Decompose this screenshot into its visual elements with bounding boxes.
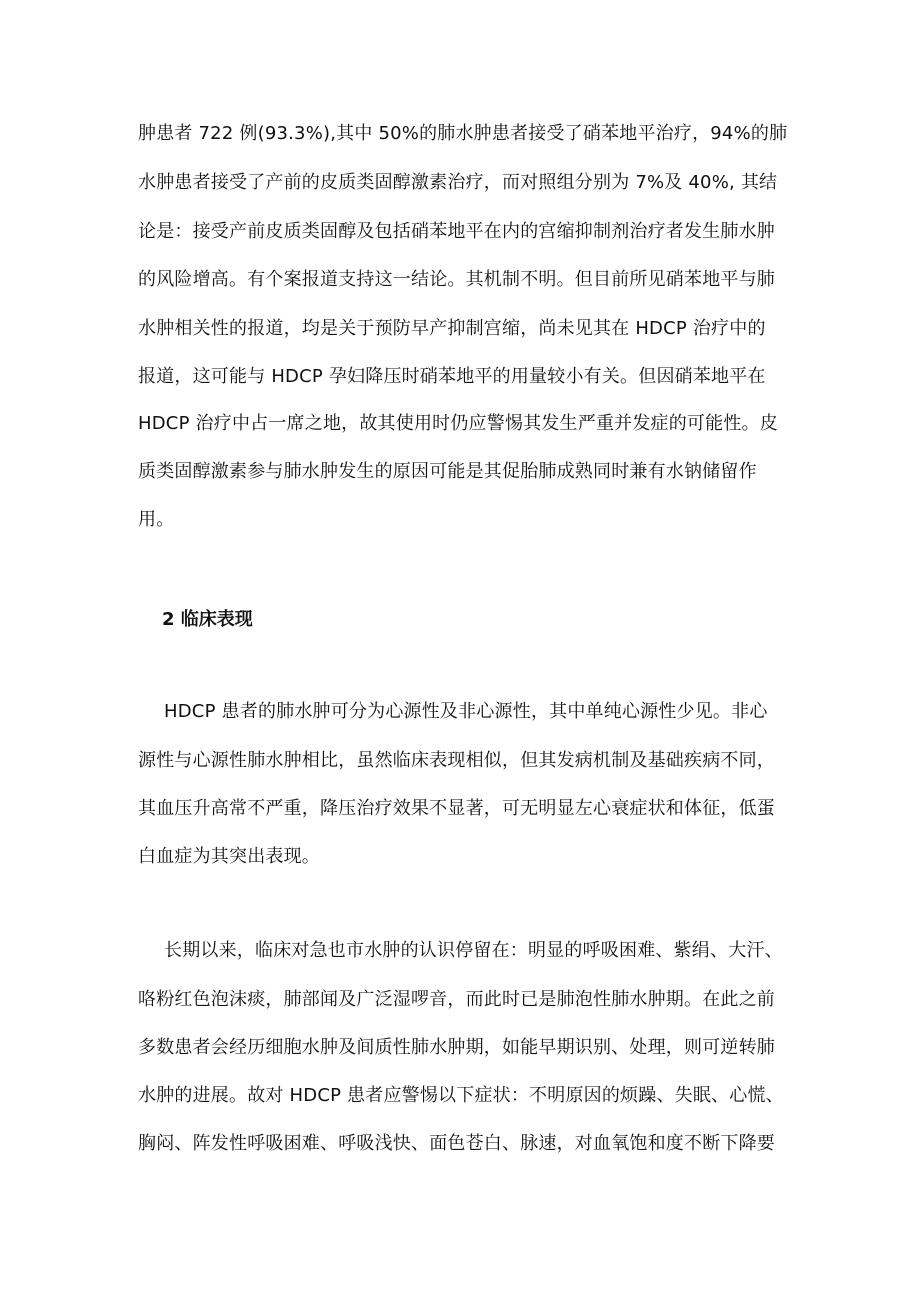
text-line: 源性与心源性肺水肿相比，虽然临床表现相似，但其发病机制及基础疾病不同， — [138, 750, 775, 771]
text-line: 水肿患者接受了产前的皮质类固醇激素治疗，而对照组分别为 7%及 40%, 其结 — [138, 172, 778, 193]
section-heading: 2 临床表现 — [162, 609, 253, 630]
text-line: 白血症为其突出表现。 — [138, 846, 320, 867]
text-line: 其血压升高常不严重，降压治疗效果不显著，可无明显左心衰症状和体征，低蛋 — [138, 798, 775, 819]
text-line: 水肿相关性的报道，均是关于预防早产抑制宫缩，尚未见其在 HDCP 治疗中的 — [138, 318, 766, 339]
text-line: 胸闷、阵发性呼吸困难、呼吸浅快、面色苍白、脉速，对血氧饱和度不断下降要 — [138, 1133, 775, 1154]
text-line: 多数患者会经历细胞水肿及间质性肺水肿期，如能早期识别、处理，则可逆转肺 — [138, 1037, 775, 1058]
text-line: 的风险增高。有个案报道支持这一结论。其机制不明。但目前所见硝苯地平与肺 — [138, 269, 775, 290]
text-line: 论是：接受产前皮质类固醇及包括硝苯地平在内的宫缩抑制剂治疗者发生肺水肿 — [138, 221, 775, 242]
text-line: 报道，这可能与 HDCP 孕妇降压时硝苯地平的用量较小有关。但因硝苯地平在 — [138, 366, 766, 387]
text-line: 长期以来，临床对急也市水肿的认识停留在：明显的呼吸困难、紫绢、大汗、 — [164, 940, 783, 961]
text-line: 水肿的进展。故对 HDCP 患者应警惕以下症状：不明原因的烦躁、失眠、心慌、 — [138, 1085, 784, 1106]
text-line: 肿患者 722 例(93.3%),其中 50%的肺水肿患者接受了硝苯地平治疗，94%的肺 — [138, 123, 788, 144]
text-line: 质类固醇激素参与肺水肿发生的原因可能是其促胎肺成熟同时兼有水钠储留作 — [138, 461, 757, 482]
text-line: HDCP 治疗中占一席之地，故其使用时仍应警惕其发生严重并发症的可能性。皮 — [138, 413, 778, 434]
text-line: 咯粉红色泡沫痰，肺部闻及广泛湿啰音，而此时已是肺泡性肺水肿期。在此之前 — [138, 989, 775, 1010]
text-line: HDCP 患者的肺水肿可分为心源性及非心源性，其中单纯心源性少见。非心 — [164, 701, 768, 722]
text-line: 用。 — [138, 509, 175, 530]
